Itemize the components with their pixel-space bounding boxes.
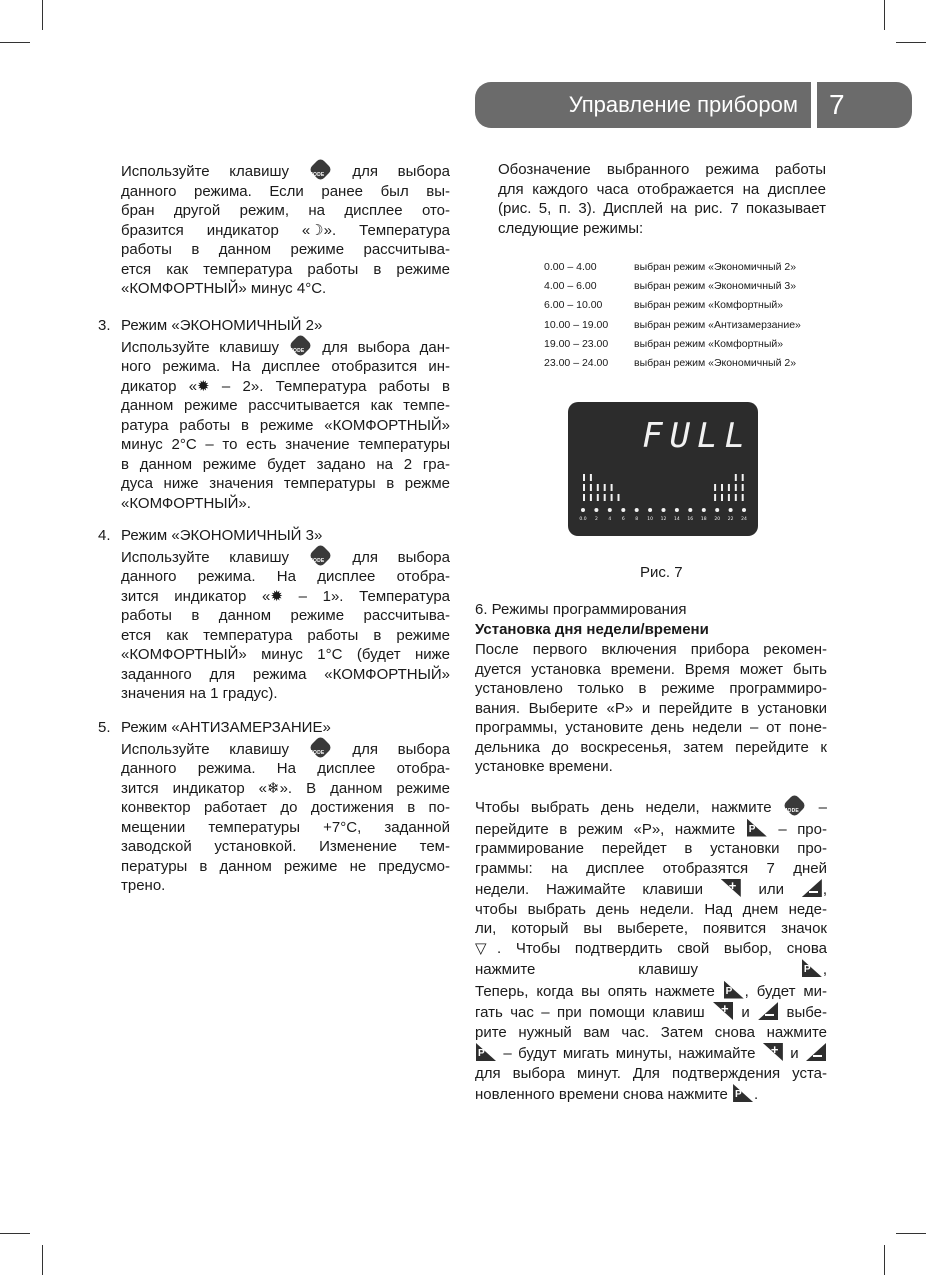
text-line [121, 759, 450, 779]
hour-bar-segment [597, 494, 599, 501]
text-line [475, 1042, 827, 1064]
text-segment: зится индикатор « [121, 587, 271, 605]
text-line [121, 798, 450, 818]
text-segment: дельника до воскресенья, затем перейдите к [475, 738, 827, 756]
text-segment: и [783, 1045, 805, 1062]
text-segment: пературы в данном режиме не предусмо- [121, 857, 450, 875]
text-segment: Теперь, когда вы опять нажмете [475, 982, 723, 1000]
plus-key-icon [720, 878, 742, 898]
text-segment: ного режима. На дисплее отобразится ин- [121, 358, 450, 375]
text-line [475, 980, 827, 1002]
item-heading: Режим «ЭКОНОМИЧНЫЙ 2» [121, 317, 323, 334]
hour-dot [648, 508, 652, 512]
text-line [475, 718, 827, 738]
hour-bar-segment [742, 494, 744, 501]
lcd-graphic [568, 402, 758, 536]
text-segment: (рис. 5, п. 3). Дисплей на рис. 7 показывает [498, 200, 826, 217]
hour-bar-segment [583, 494, 585, 501]
hour-label: 10 [647, 517, 653, 522]
text-segment: чтобы выбрать день недели. Над днем неде- [475, 900, 827, 918]
item-body [121, 738, 450, 896]
moon-icon: ☽ [310, 221, 324, 239]
text-segment: . Чтобы подтвердить свой выбор, снова [497, 939, 827, 957]
hour-bar-segment [590, 494, 592, 501]
hour-dot [688, 508, 692, 512]
hour-bar-segment [604, 494, 606, 501]
text-line [475, 1023, 827, 1043]
item-number: 3. [98, 317, 111, 334]
text-line [121, 494, 450, 514]
text-line [121, 738, 450, 760]
schedule-mode: выбран режим «Экономичный 2» [634, 261, 797, 273]
text-line [121, 837, 450, 857]
page-number: 7 [829, 89, 845, 120]
hour-bar-segment [618, 494, 620, 501]
schedule-mode: выбран режим «Комфортный» [634, 337, 784, 350]
hour-dot [635, 508, 639, 512]
text-line [121, 416, 450, 436]
section-heading: 6. Режимы программирования [475, 601, 687, 618]
text-segment: данного режима. Если ранее был вы- [121, 182, 450, 200]
text-segment: выбе- [779, 1004, 828, 1021]
figure-caption: Рис. 7 [640, 564, 683, 581]
hour-label: 22 [727, 517, 734, 522]
hour-label: 4 [608, 517, 612, 522]
mode-key-icon [309, 738, 333, 758]
text-segment: – про- [767, 820, 827, 838]
hour-bar-segment [714, 484, 716, 491]
item-heading: Режим «АНТИЗАМЕРЗАНИЕ» [121, 719, 331, 736]
text-line [121, 182, 450, 202]
schedule-list [544, 258, 801, 373]
hour-bar-segment [611, 494, 613, 501]
p-key-icon [723, 980, 745, 1000]
header-title: Управление прибором [568, 92, 798, 117]
text-line [475, 796, 827, 818]
text-segment: и [733, 1004, 758, 1021]
text-segment: данном режиме рассчитывается как темпе- [121, 397, 450, 414]
text-line [475, 939, 827, 959]
text-segment: данного режима. На дисплее отобра- [121, 568, 450, 585]
hour-label: 12 [660, 517, 667, 522]
hour-dot [608, 508, 612, 512]
text-line [475, 900, 827, 920]
text-line [121, 260, 450, 280]
text-segment: ется как температура работы в режиме [121, 626, 450, 644]
mode-key-icon [309, 160, 333, 180]
text-segment: дуса ниже значения температуры в режме [121, 475, 450, 492]
hour-label: 2 [594, 517, 598, 522]
text-segment: ». Температура [323, 221, 451, 239]
text-segment: , будет ми- [744, 982, 828, 1000]
text-segment: Используйте клавишу [121, 338, 289, 356]
hour-bar-segment [735, 494, 737, 501]
hour-bar-segment [742, 474, 744, 481]
text-segment: новленного времени снова нажмите [475, 1086, 733, 1103]
text-segment: нажмите клавишу [475, 961, 801, 978]
text-segment: программы, установите день недели – от поне- [475, 719, 827, 736]
hour-label: 6 [621, 517, 625, 522]
text-segment: . [754, 1086, 759, 1103]
hour-label: 24 [741, 517, 747, 522]
text-segment: значения на 1 градус). [121, 685, 278, 702]
hour-bar-segment [714, 494, 716, 501]
p-key-icon [801, 958, 823, 978]
sun-icon: ✹ [197, 377, 210, 395]
hour-bar-segment [590, 484, 592, 491]
text-segment: гать час – при помощи клавиш [475, 1004, 712, 1021]
text-line [475, 679, 827, 699]
section-paragraph [475, 640, 827, 777]
text-segment: бран другой режим, на дисплее ото- [121, 202, 450, 219]
text-line [475, 738, 827, 758]
text-segment: Обозначение выбранного режима работы [498, 161, 826, 178]
hour-bar-segment [604, 484, 606, 491]
mode-key-icon [309, 546, 333, 566]
text-line [121, 221, 450, 241]
lcd-text: FULL [642, 416, 752, 456]
item-body [121, 336, 450, 514]
text-segment: «КОМФОРТНЫЙ». [121, 494, 251, 512]
text-line [121, 357, 450, 377]
lcd-hour-dots [581, 508, 746, 512]
hour-dot [742, 508, 746, 512]
text-segment: в данном режиме будет задано на 2 гра- [121, 455, 450, 473]
p-key-icon [732, 1083, 754, 1103]
schedule-mode: выбран режим «Экономичный 2» [634, 357, 797, 370]
text-line [121, 201, 450, 221]
text-segment: бразится индикатор « [121, 221, 311, 239]
schedule-row [544, 277, 801, 296]
left-intro [121, 160, 450, 299]
hour-bar-segment [583, 474, 585, 481]
hour-bar-segment [728, 494, 730, 501]
text-line [121, 779, 450, 799]
schedule-mode: выбран режим «Экономичный 3» [634, 280, 797, 293]
text-segment: следующие режимы: [498, 219, 644, 237]
text-line [498, 199, 826, 219]
schedule-time: 6.00 – 10.00 [544, 299, 603, 312]
text-segment: Используйте клавишу [121, 740, 309, 758]
plus-key-icon [762, 1042, 784, 1062]
p-key-icon [746, 818, 768, 838]
schedule-time: 23.00 – 24.00 [544, 357, 609, 370]
text-line [121, 818, 450, 838]
text-segment: Чтобы выбрать день недели, нажмите [475, 799, 784, 816]
minus-key-icon [805, 1042, 827, 1062]
triangle-marker-icon: ▽ [475, 939, 498, 957]
text-segment: После первого включения прибора рекомен- [475, 641, 827, 658]
schedule-time: 19.00 – 23.00 [544, 337, 609, 350]
text-line [121, 857, 450, 877]
text-segment: ратура работы в режиме «КОМФОРТНЫЙ» [121, 416, 450, 434]
lcd-hour-labels [579, 516, 747, 522]
text-segment: для выбора [332, 163, 450, 180]
text-line [475, 878, 827, 900]
text-line [121, 240, 450, 260]
item-number: 4. [98, 527, 111, 544]
hour-label: 16 [687, 517, 694, 522]
text-line [498, 180, 826, 200]
text-segment: недели. Нажимайте клавиши [475, 881, 720, 898]
hour-bar-segment [611, 484, 613, 491]
text-segment: Используйте клавишу [121, 548, 309, 566]
text-segment: заводской установкой. Изменение тем- [121, 838, 450, 855]
lcd-display [568, 402, 758, 536]
right-intro [498, 160, 826, 238]
text-segment: – [807, 799, 827, 816]
text-line [121, 435, 450, 455]
mode-key-icon [783, 796, 807, 816]
text-line [121, 396, 450, 416]
schedule-time: 0.00 – 4.00 [544, 261, 597, 273]
text-segment: установлено только в режиме программиро- [475, 680, 827, 697]
hour-bar-segment [721, 494, 723, 501]
text-line [498, 219, 826, 239]
text-segment: трено. [121, 877, 166, 894]
text-segment: , [822, 961, 827, 978]
schedule-time: 10.00 – 19.00 [544, 318, 609, 331]
hour-label: 20 [714, 517, 721, 522]
text-segment: Используйте клавишу [121, 163, 309, 180]
schedule-row [544, 258, 801, 277]
text-segment: дуется установка времени. Время может быть [475, 660, 827, 678]
hour-bar-segment [735, 474, 737, 481]
text-line [121, 377, 450, 397]
item-number: 5. [98, 719, 111, 736]
text-line [121, 474, 450, 494]
hour-bar-segment [728, 484, 730, 491]
crop-mark [884, 1245, 885, 1275]
text-segment: ». В данном режиме [279, 779, 451, 797]
text-line [475, 1064, 827, 1084]
text-segment: для выбора [332, 548, 450, 566]
schedule-row [544, 296, 801, 315]
text-line [121, 684, 450, 704]
text-segment: – 2». Температура работы в [209, 377, 450, 395]
hour-dot [594, 508, 598, 512]
text-line [498, 160, 826, 180]
text-segment: – 1». Температура [282, 587, 451, 605]
hour-bar-segment [742, 484, 744, 491]
text-line [121, 876, 450, 896]
hour-dot [702, 508, 706, 512]
text-segment: мещении температуры +7°C, заданной [121, 818, 450, 836]
plus-key-icon [712, 1001, 734, 1021]
hour-label: 18 [700, 517, 707, 522]
text-segment: зится индикатор « [121, 779, 268, 797]
hour-label: 8 [635, 517, 639, 522]
p-key-icon [475, 1042, 497, 1062]
text-segment: граммирование перейдет в установки про- [475, 840, 827, 857]
text-segment: «КОМФОРТНЫЙ» минус 1°C (будет ниже [121, 646, 450, 663]
text-line [475, 640, 827, 660]
text-line [121, 279, 450, 299]
text-line [121, 546, 450, 568]
text-segment: заданного для режима «КОМФОРТНЫЙ» [121, 665, 450, 683]
text-line [475, 919, 827, 939]
hour-dot [581, 508, 585, 512]
text-line [475, 839, 827, 859]
text-segment: ли, который вы выберете, появится значок [475, 920, 827, 937]
hour-bar-segment [721, 484, 723, 491]
hour-dot [715, 508, 719, 512]
hour-dot [662, 508, 666, 512]
schedule-mode: выбран режим «Антизамерзание» [634, 318, 801, 331]
text-line [475, 859, 827, 879]
crop-mark [0, 42, 30, 43]
lcd-hour-bars [583, 474, 744, 501]
hour-label: 14 [674, 517, 680, 522]
text-line [475, 818, 827, 840]
text-line [121, 455, 450, 475]
text-line [121, 567, 450, 587]
crop-mark [896, 1233, 926, 1234]
schedule-row [544, 335, 801, 354]
crop-mark [0, 1233, 30, 1234]
text-segment: работы в данном режиме рассчитыва- [121, 607, 450, 624]
text-segment: работы в данном режиме рассчитыва- [121, 241, 450, 258]
schedule-row [544, 316, 801, 335]
snowflake-icon: ❄ [267, 779, 280, 797]
text-segment: граммы: на дисплее отобразятся 7 дней [475, 859, 827, 877]
hour-label: 0.0 [579, 517, 587, 522]
text-segment: данного режима. На дисплее отобра- [121, 760, 450, 777]
text-segment: для выбора минут. Для подтверждения уста- [475, 1064, 827, 1082]
hour-bar-segment [590, 474, 592, 481]
hour-bar-segment [597, 484, 599, 491]
text-segment: рите нужный вам час. Затем снова нажмите [475, 1023, 827, 1041]
section-header [475, 82, 912, 128]
text-line [121, 336, 450, 358]
text-line [475, 757, 827, 777]
text-segment: для каждого часа отображается на дисплее [498, 180, 826, 198]
text-segment: перейдите в режим «P», нажмите [475, 820, 746, 838]
text-line [475, 958, 827, 980]
mode-key-icon [289, 336, 313, 356]
crop-mark [42, 0, 43, 30]
text-segment: «КОМФОРТНЫЙ» минус 4°C. [121, 280, 327, 297]
text-segment: дикатор « [121, 377, 198, 395]
text-line [121, 665, 450, 685]
hour-dot [675, 508, 679, 512]
text-segment: установке времени. [475, 758, 613, 775]
text-line [121, 626, 450, 646]
text-line [475, 1083, 827, 1105]
minus-key-icon [757, 1001, 779, 1021]
hour-dot [621, 508, 625, 512]
hour-dot [729, 508, 733, 512]
minus-key-icon [801, 878, 823, 898]
item-body [121, 546, 450, 704]
section-subheading: Установка дня недели/времени [475, 621, 709, 638]
text-line [121, 587, 450, 607]
text-line [121, 645, 450, 665]
schedule-row [544, 354, 801, 373]
schedule-time: 4.00 – 6.00 [544, 280, 597, 293]
crop-mark [884, 0, 885, 30]
text-segment: вания. Выберите «P» и перейдите в установки [475, 699, 827, 717]
text-segment: для выбора [332, 740, 450, 758]
crop-mark [896, 42, 926, 43]
text-segment: ется как температура работы в режиме [121, 260, 450, 278]
item-heading: Режим «ЭКОНОМИЧНЫЙ 3» [121, 527, 323, 544]
text-segment: минус 2°C – то есть значение температуры [121, 436, 450, 453]
text-segment: конвектор работает до достижения в по- [121, 799, 450, 816]
text-segment: – будут мигать минуты, нажимайте [497, 1045, 762, 1062]
text-line [475, 699, 827, 719]
hour-bar-segment [735, 484, 737, 491]
section-paragraph [475, 796, 827, 1105]
text-line [121, 606, 450, 626]
sun-icon: ✹ [270, 587, 283, 605]
text-segment: , [822, 881, 827, 898]
crop-mark [42, 1245, 43, 1275]
text-line [121, 160, 450, 182]
hour-bar-segment [583, 484, 585, 491]
text-line [475, 1001, 827, 1023]
text-line [475, 660, 827, 680]
text-segment: для выбора дан- [312, 338, 450, 356]
text-segment: или [741, 881, 801, 898]
schedule-mode: выбран режим «Комфортный» [634, 299, 784, 312]
